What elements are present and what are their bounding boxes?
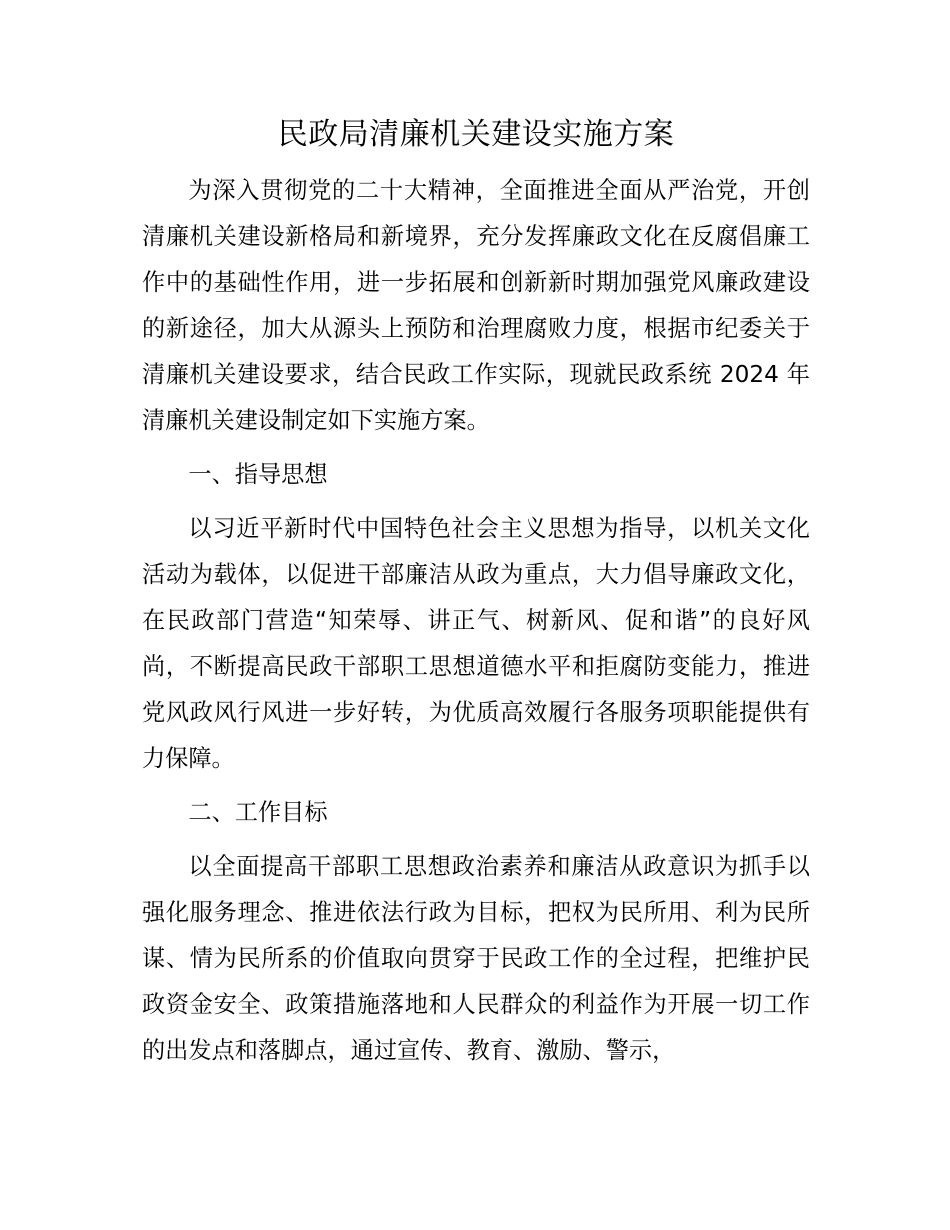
section-heading-guiding-ideology: 一、指导思想 <box>188 461 328 488</box>
section-spacer <box>142 498 810 506</box>
section-spacer <box>142 444 810 452</box>
section-spacer <box>142 782 810 790</box>
document-page <box>142 110 810 1074</box>
document-title: 民政局清廉机关建设实施方案 <box>277 117 675 152</box>
section-heading-work-goals: 二、工作目标 <box>188 799 328 826</box>
intro-paragraph: 为深入贯彻党的二十大精神，全面推进全面从严治党，开创清廉机关建设新格局和新境界，充分发挥廉政文化在反腐倡廉工作中的基础性作用，进一步拓展和创新新时期加强党风廉政建设的新途径，加大从源头上预防和治理腐败力度，根据市纪委关于清廉机关建设要求，结合民政工作实际，现就民政系统 2024 年清廉机关建设制定如下实施方案。 <box>142 177 810 434</box>
section-body-guiding-ideology: 以习近平新时代中国特色社会主义思想为指导，以机关文化活动为载体，以促进干部廉洁从政为重点，大力倡导廉政文化，在民政部门营造“知荣辱、讲正气、树新风、促和谐”的良好风尚，不断提高民政干部职工思想道德水平和拒腐防变能力，推进党风政风行风进一步好转，为优质高效履行各服务项职能提供有力保障。 <box>142 515 810 772</box>
title-spacer <box>142 160 810 168</box>
section-body-work-goals: 以全面提高干部职工思想政治素养和廉洁从政意识为抓手以强化服务理念、推进依法行政为目标，把权为民所用、利为民所谋、情为民所系的价值取向贯穿于民政工作的全过程，把维护民政资金安全、政策措施落地和人民群众的利益作为开展一切工作的出发点和落脚点，通过宣传、教育、激励、警示， <box>142 853 810 1064</box>
section-spacer <box>142 836 810 844</box>
